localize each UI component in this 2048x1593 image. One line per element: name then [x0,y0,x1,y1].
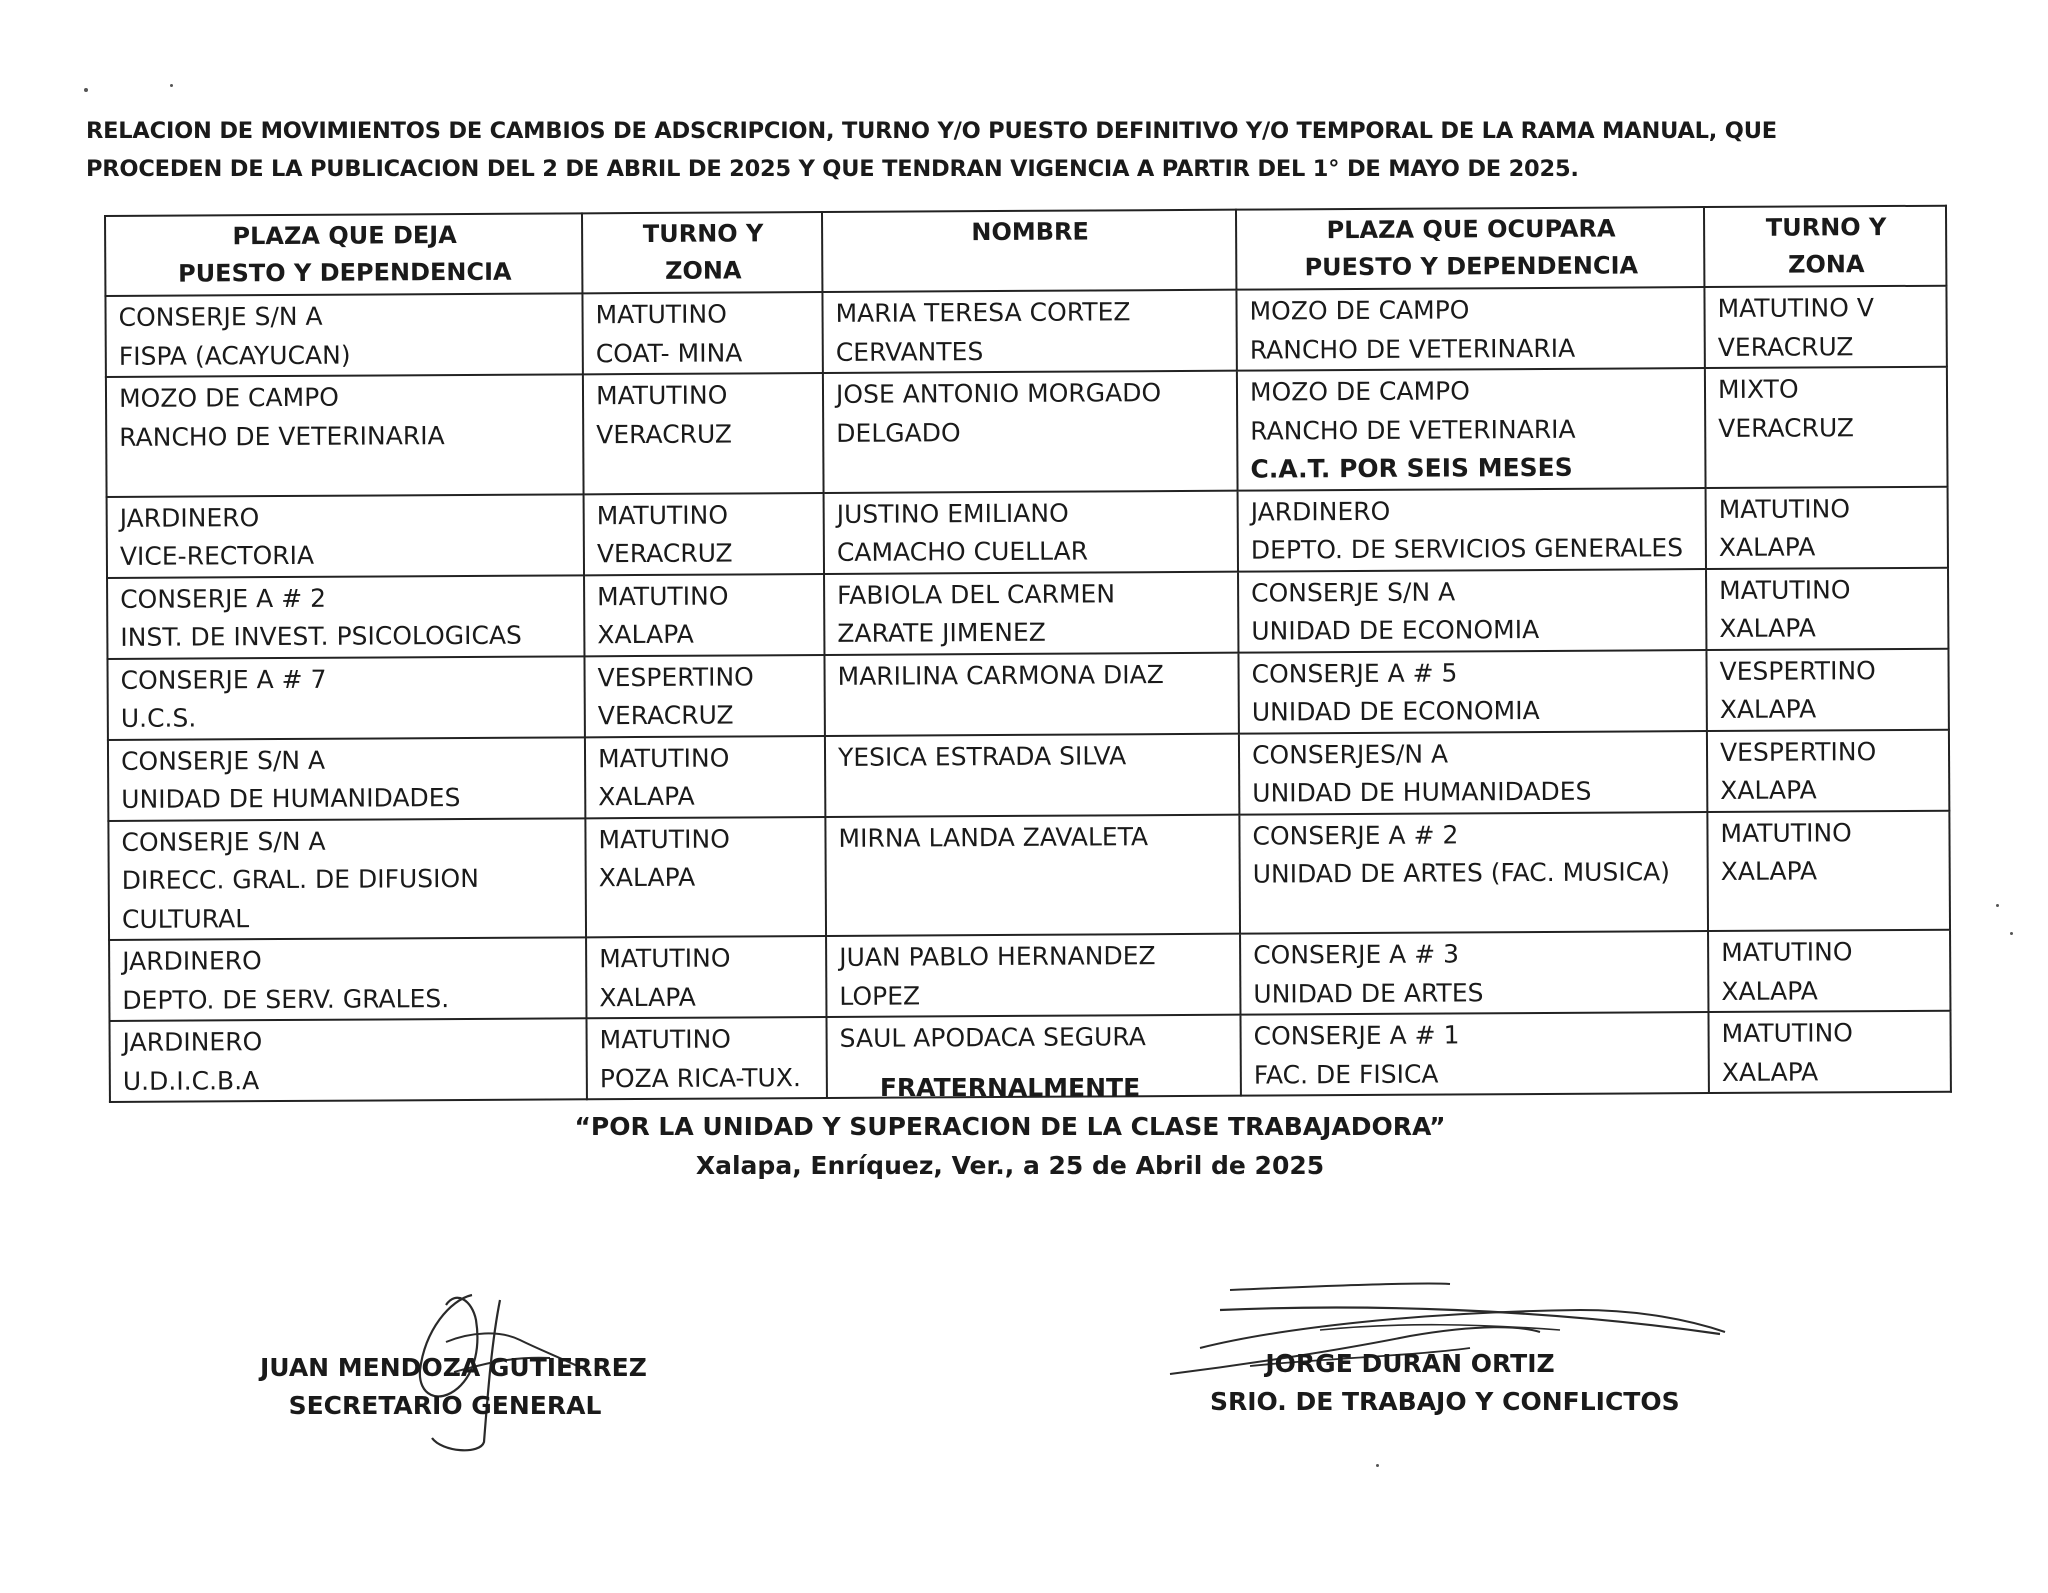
cell-text-line: CONSERJE A # 7 [120,664,327,695]
cell-turno-y-zona [584,654,824,736]
cell-text-line: VERACRUZ [1718,412,1855,443]
cell-turno-y-zona [583,373,824,494]
document-heading [86,112,1966,188]
cell-turno-y-zona [585,735,825,817]
cell-plaza-que-deja [109,937,586,1021]
cell-text-line: DEPTO. DE SERV. GRALES. [122,983,450,1015]
cell-plaza-que-ocupara [1236,287,1704,371]
cell-text-line: MATUTINO [1718,493,1851,524]
cell-text-line: LOPEZ [839,980,921,1011]
table-row [109,930,1950,1021]
cell-text-line: XALAPA [1720,856,1818,886]
cell-text-line: CONSERJE S/N A [118,301,323,332]
cell-text-line: C.A.T. POR SEIS MESES [1250,452,1573,484]
cell-turno-y-zona-nuevo [1706,567,1948,649]
cell-text-line: MATUTINO V [1717,293,1875,323]
cell-nombre [825,814,1240,936]
cell-text-line: YESICA ESTRADA SILVA [837,740,1127,772]
cell-text-line: VERACRUZ [1717,331,1854,362]
closing-motto: “POR LA UNIDAD Y SUPERACION DE LA CLASE TRABAJADORA” [574,1112,1446,1141]
cell-text-line: UNIDAD DE HUMANIDADES [121,783,461,814]
cell-turno-y-zona-nuevo [1706,486,1948,568]
table-header-row [105,206,1946,296]
header-plaza-que-ocupara: PLAZA QUE OCUPARA PUESTO Y DEPENDENCIA [1236,207,1704,290]
cell-text-line: RANCHO DE VETERINARIA [119,420,445,452]
cell-text-line: RANCHO DE VETERINARIA [1249,333,1576,365]
cell-text-line: UNIDAD DE HUMANIDADES [1252,776,1592,808]
table-row [107,648,1948,739]
cell-turno-y-zona-nuevo [1706,648,1948,730]
cell-plaza-que-deja [107,575,584,659]
cell-text-line: UNIDAD DE ARTES (FAC. MUSICA) [1252,857,1671,889]
cell-text-line: MIXTO [1717,374,1799,404]
cell-text-line: XALAPA [1719,694,1817,724]
heading-line-2: PROCEDEN DE LA PUBLICACION DEL 2 DE ABRIL DE 2025 Y QUE TENDRAN VIGENCIA A PARTIR DEL 1° DE MAYO DE 2025. [86,156,1579,182]
cell-text-line: MARILINA CARMONA DIAZ [837,659,1164,691]
cell-text-line: ZARATE JIMENEZ [837,617,1046,648]
cell-turno-y-zona-nuevo [1708,1011,1950,1093]
cell-plaza-que-ocupara [1239,812,1708,934]
cell-text-line: XALAPA [598,862,696,893]
closing-place-date: Xalapa, Enríquez, Ver., a 25 de Abril de 2025 [695,1151,1325,1180]
cell-text-line: MATUTINO [595,299,727,330]
cell-plaza-que-deja [107,656,584,740]
header-turno-y-zona-nuevo: TURNO Y ZONA [1704,206,1946,287]
cell-text-line: CONSERJE A # 1 [1253,1020,1460,1051]
table-row [107,486,1948,577]
cell-text-line: CONSERJE A # 2 [120,583,327,614]
movements-table [104,205,1952,1103]
cell-text-line: DEPTO. DE SERVICIOS GENERALES [1250,533,1684,565]
cell-plaza-que-ocupara [1237,368,1706,490]
cell-text-line: POZA RICA-TUX. [599,1062,801,1093]
cell-text-line: VERACRUZ [597,700,734,731]
cell-text-line: MARIA TERESA CORTEZ [835,297,1131,328]
cell-plaza-que-deja [108,737,585,821]
cell-text-line: FAC. DE FISICA [1253,1059,1439,1090]
cell-turno-y-zona [584,573,824,655]
cell-text-line: MATUTINO [595,380,728,411]
cell-text-line: CULTURAL [121,903,250,934]
left-signatory-name: JUAN MENDOZA GUTIERREZ [260,1353,647,1382]
cell-text-line: MATUTINO [1721,1018,1854,1048]
cell-text-line: VERACRUZ [596,538,733,569]
cell-text-line: VESPERTINO [1719,736,1877,767]
cell-text-line: XALAPA [599,982,696,1012]
cell-text-line: CONSERJE A # 2 [1252,819,1459,851]
cell-text-line: VICE-RECTORIA [119,540,315,571]
cell-text-line: MATUTINO [1721,937,1853,967]
cell-text-line: FISPA (ACAYUCAN) [118,340,351,371]
table-body [105,286,1950,1102]
cell-text-line: MOZO DE CAMPO [118,382,339,413]
right-signatory-name: JORGE DURAN ORTIZ [1265,1349,1555,1378]
cell-text-line: MATUTINO [598,824,730,854]
cell-text-line: UNIDAD DE ECONOMIA [1251,695,1540,727]
cell-text-line: CONSERJE S/N A [121,826,326,857]
cell-text-line: INST. DE INVEST. PSICOLOGICAS [120,620,522,652]
cell-text-line: JARDINERO [119,502,260,533]
cell-text-line: JOSE ANTONIO MORGADO [835,378,1162,409]
cell-nombre [824,490,1238,573]
cell-text-line: XALAPA [598,781,695,812]
cell-nombre [824,571,1238,654]
cell-nombre [823,371,1238,493]
cell-text-line: XALAPA [1721,1056,1819,1087]
cell-turno-y-zona [582,292,822,374]
cell-text-line: XALAPA [1718,532,1816,562]
cell-plaza-que-deja [106,374,584,496]
cell-plaza-que-deja [110,1018,587,1102]
cell-text-line: UNIDAD DE ARTES [1253,977,1484,1009]
cell-plaza-que-ocupara [1239,731,1707,815]
cell-text-line: CONSERJE S/N A [120,745,326,776]
cell-text-line: MIRNA LANDA ZAVALETA [838,821,1149,853]
heading-line-1: RELACION DE MOVIMIENTOS DE CAMBIOS DE ADSCRIPCION, TURNO Y/O PUESTO DEFINITIVO Y/O TEMPORAL DE LA RAMA MANUAL, QUE [86,118,1777,144]
cell-text-line: JUSTINO EMILIANO [836,498,1069,529]
cell-text-line: MOZO DE CAMPO [1249,376,1470,407]
cell-text-line: MOZO DE CAMPO [1249,295,1470,326]
cell-nombre [826,934,1240,1017]
table-row [105,286,1946,377]
cell-text-line: COAT- MINA [595,337,743,368]
cell-text-line: MATUTINO [599,943,731,974]
cell-text-line: U.D.I.C.B.A [122,1065,260,1096]
cell-plaza-que-deja [105,293,582,377]
cell-text-line: UNIDAD DE ECONOMIA [1251,614,1540,646]
cell-nombre [825,733,1239,816]
cell-nombre [824,652,1238,735]
cell-plaza-que-ocupara [1240,931,1708,1015]
left-signatory-title: SECRETARIO GENERAL [288,1391,602,1420]
closing-salutation: FRATERNALMENTE [879,1073,1141,1102]
cell-text-line: MATUTINO [599,1024,732,1055]
table-row [108,810,1950,940]
table-row [107,567,1948,658]
cell-plaza-que-ocupara [1238,650,1706,734]
cell-text-line: RANCHO DE VETERINARIA [1250,414,1576,446]
cell-text-line: MATUTINO [596,500,729,530]
cell-text-line: FABIOLA DEL CARMEN [837,578,1116,610]
cell-text-line: VERACRUZ [596,418,733,449]
cell-text-line: XALAPA [1719,613,1816,643]
cell-text-line: MATUTINO [1720,817,1852,848]
cell-turno-y-zona [586,936,826,1018]
table-row [106,367,1948,497]
cell-text-line: XALAPA [1720,775,1817,805]
cell-text-line: DELGADO [836,417,961,448]
cell-text-line: XALAPA [597,619,694,650]
header-nombre: NOMBRE [822,210,1236,292]
cell-text-line: JUAN PABLO HERNANDEZ [839,941,1156,972]
cell-turno-y-zona-nuevo [1707,729,1949,811]
cell-turno-y-zona [585,816,826,937]
cell-text-line: MATUTINO [1719,574,1851,605]
cell-turno-y-zona-nuevo [1708,930,1950,1012]
cell-plaza-que-deja [108,818,586,940]
cell-text-line: JARDINERO [122,1027,263,1057]
cell-text-line: MATUTINO [597,743,730,773]
cell-turno-y-zona-nuevo [1705,367,1948,488]
cell-text-line: JARDINERO [1250,496,1391,527]
cell-text-line: SAUL APODACA SEGURA [839,1022,1146,1053]
cell-text-line: CONSERJE S/N A [1251,576,1456,608]
cell-plaza-que-ocupara [1238,569,1706,653]
header-plaza-que-deja: PLAZA QUE DEJA PUESTO Y DEPENDENCIA [105,213,582,296]
header-turno-y-zona: TURNO Y ZONA [582,212,822,293]
right-signatory-title: SRIO. DE TRABAJO Y CONFLICTOS [1210,1387,1680,1416]
cell-turno-y-zona-nuevo [1707,810,1950,931]
cell-plaza-que-deja [107,494,584,578]
cell-nombre [822,290,1236,373]
cell-text-line: CONSERJE A # 3 [1253,939,1460,970]
cell-text-line: VESPERTINO [1719,655,1876,686]
cell-text-line: DIRECC. GRAL. DE DIFUSION [121,863,479,895]
cell-plaza-que-ocupara [1238,488,1706,572]
cell-text-line: U.C.S. [120,703,197,733]
cell-turno-y-zona [584,492,824,574]
cell-text-line: CONSERJES/N A [1251,739,1449,770]
cell-text-line: VESPERTINO [597,661,754,692]
cell-text-line: CAMACHO CUELLAR [836,536,1089,567]
cell-text-line: MATUTINO [597,581,729,611]
cell-text-line: CERVANTES [835,336,984,367]
table-row [108,729,1949,820]
cell-text-line: JARDINERO [122,946,262,976]
cell-turno-y-zona-nuevo [1704,286,1946,368]
cell-text-line: CONSERJE A # 5 [1251,657,1458,689]
cell-text-line: XALAPA [1721,975,1818,1006]
